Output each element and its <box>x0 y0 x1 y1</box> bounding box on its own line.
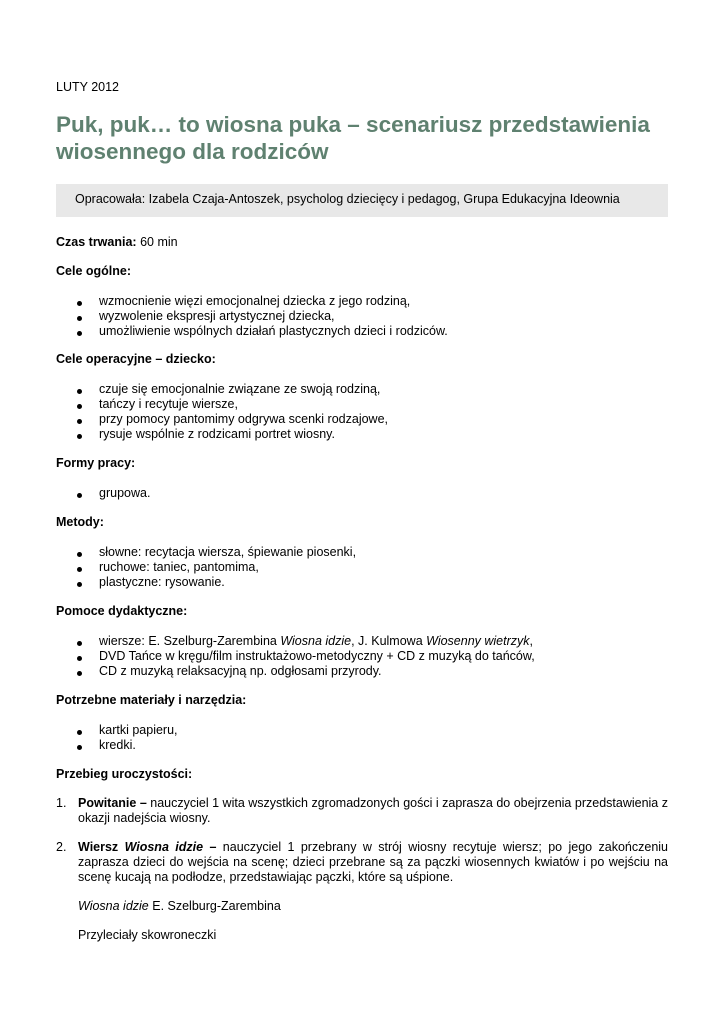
aid-text: wiersze: E. Szelburg-Zarembina <box>99 634 281 648</box>
course-heading: Przebieg uroczystości: <box>56 767 193 781</box>
document-content <box>56 235 668 943</box>
list-item: grupowa. <box>56 486 668 501</box>
goals-general-list <box>56 294 668 339</box>
step-title-part: – <box>203 840 217 854</box>
goals-operational-heading: Cele operacyjne – dziecko: <box>56 352 216 366</box>
list-item: słowne: recytacja wiersza, śpiewanie piosenki, <box>56 545 668 560</box>
step-title-part: Wiosna idzie <box>124 840 204 854</box>
duration-label: Czas trwania: <box>56 235 137 249</box>
aid-text: , <box>529 634 533 648</box>
document-title: Puk, puk… to wiosna puka – scenariusz przedstawienia wiosennego dla rodziców <box>56 112 650 164</box>
step-text: nauczyciel 1 wita wszystkich zgromadzonych gości i zaprasza do obejrzenia przedstawienia z okazji nadejścia wiosny. <box>78 796 668 825</box>
step-text: nauczyciel 1 przebrany w strój wiosny recytuje wiersz; po jego zakończeniu zaprasza dzieci do wejścia na scenę; dzieci przebrane są za pączki wiosennych kwiatów i po wejściu na scenę kucają na podłodze, przedstawiając pączki, które są uśpione. <box>78 840 668 884</box>
author-box <box>56 184 668 217</box>
aid-title: Wiosenny wietrzyk <box>426 634 530 648</box>
step-number: 1. <box>56 796 67 810</box>
aids-list <box>56 634 668 679</box>
list-item: tańczy i recytuje wiersze, <box>56 397 668 412</box>
list-item: DVD Tańce w kręgu/film instruktażowo-metodyczny + CD z muzyką do tańców, <box>56 649 668 664</box>
poem-title-line <box>56 899 668 914</box>
aids-heading: Pomoce dydaktyczne: <box>56 604 188 618</box>
list-item: czuje się emocjonalnie związane ze swoją rodziną, <box>56 382 668 397</box>
list-item <box>56 634 668 649</box>
step-title-part: Wiersz <box>78 840 125 854</box>
list-item: rysuje wspólnie z rodzicami portret wiosny. <box>56 427 668 442</box>
step-title: Powitanie – <box>78 796 147 810</box>
list-item: kartki papieru, <box>56 723 668 738</box>
list-item: wyzwolenie ekspresji artystycznej dziecka, <box>56 309 668 324</box>
list-item: wzmocnienie więzi emocjonalnej dziecka z jego rodziną, <box>56 294 668 309</box>
aid-title: Wiosna idzie <box>280 634 352 648</box>
list-item: kredki. <box>56 738 668 753</box>
goals-general-heading: Cele ogólne: <box>56 264 132 278</box>
poem-author: E. Szelburg-Zarembina <box>148 899 281 913</box>
step-item <box>56 796 668 826</box>
duration-value: 60 min <box>136 235 178 249</box>
list-item: ruchowe: taniec, pantomima, <box>56 560 668 575</box>
list-item: plastyczne: rysowanie. <box>56 575 668 590</box>
course-steps <box>56 796 668 885</box>
list-item: przy pomocy pantomimy odgrywa scenki rodzajowe, <box>56 412 668 427</box>
aid-text: , J. Kulmowa <box>351 634 427 648</box>
step-title <box>78 840 216 854</box>
poem-line: Przyleciały skowroneczki <box>78 928 217 942</box>
list-item: CD z muzyką relaksacyjną np. odgłosami przyrody. <box>56 664 668 679</box>
author-line: Opracowała: Izabela Czaja-Antoszek, psycholog dziecięcy i pedagog, Grupa Edukacyjna Ideownia <box>75 192 620 206</box>
work-forms-list <box>56 486 668 501</box>
methods-list <box>56 545 668 590</box>
list-item: umożliwienie wspólnych działań plastycznych dzieci i rodziców. <box>56 324 668 339</box>
work-forms-heading: Formy pracy: <box>56 456 136 470</box>
step-number: 2. <box>56 840 67 854</box>
materials-heading: Potrzebne materiały i narzędzia: <box>56 693 247 707</box>
duration-line <box>56 235 668 250</box>
methods-heading: Metody: <box>56 515 104 529</box>
poem-title: Wiosna idzie <box>78 899 149 913</box>
document-date: LUTY 2012 <box>56 80 120 94</box>
step-item <box>56 840 668 885</box>
materials-list <box>56 723 668 753</box>
goals-operational-list <box>56 382 668 442</box>
